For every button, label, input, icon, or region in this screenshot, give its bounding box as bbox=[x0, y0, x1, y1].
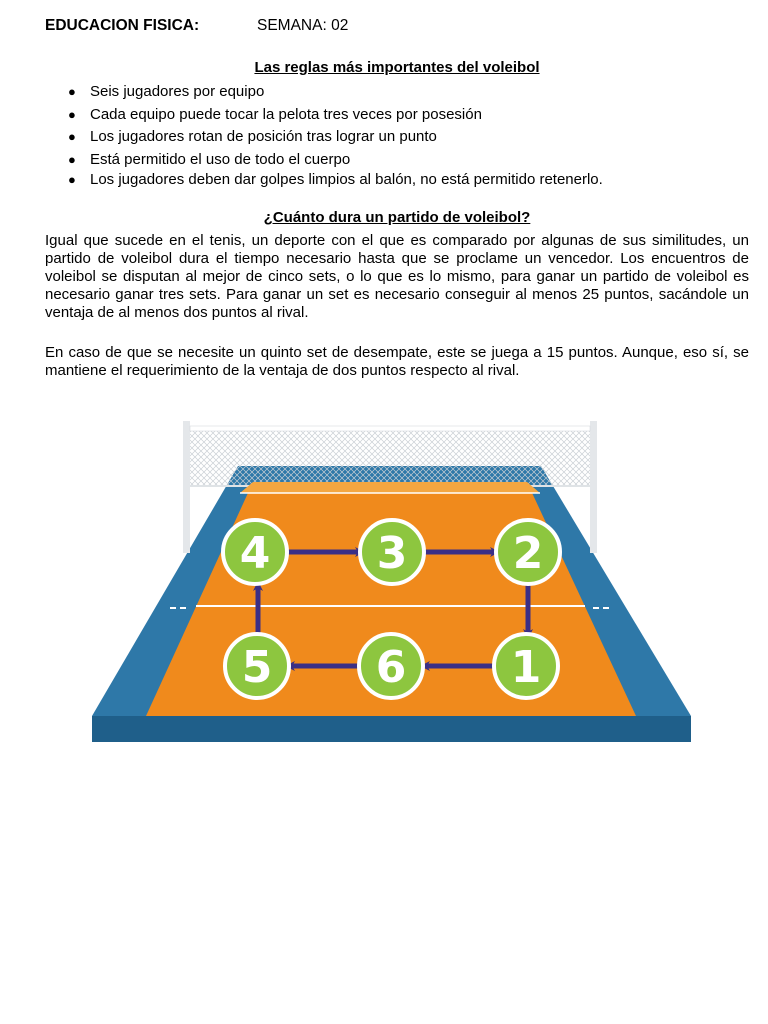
player-2 bbox=[496, 520, 560, 584]
bullet-icon: ● bbox=[68, 84, 76, 99]
net-top-band bbox=[190, 426, 590, 431]
volleyball-rotation-diagram bbox=[90, 418, 692, 746]
bullet-icon: ● bbox=[68, 172, 76, 187]
player-4 bbox=[223, 520, 287, 584]
rule-text: Los jugadores rotan de posición tras lograr un punto bbox=[90, 128, 437, 145]
list-item bbox=[68, 81, 603, 104]
rules-list bbox=[68, 81, 603, 188]
player-1 bbox=[494, 634, 558, 698]
player-6 bbox=[359, 634, 423, 698]
position-label-5: 5 bbox=[241, 642, 273, 693]
rule-text: Los jugadores deben dar golpes limpios al balón, no está permitido retenerlo. bbox=[90, 171, 603, 188]
rules-title: Las reglas más importantes del voleibol bbox=[254, 59, 540, 76]
week-label: SEMANA: 02 bbox=[257, 17, 349, 34]
rule-text: Seis jugadores por equipo bbox=[90, 83, 265, 100]
position-label-1: 1 bbox=[510, 642, 542, 693]
document-header bbox=[45, 17, 748, 37]
court-far-zone bbox=[240, 482, 540, 493]
position-label-4: 4 bbox=[239, 528, 271, 579]
list-item bbox=[68, 126, 603, 149]
bullet-icon: ● bbox=[68, 129, 76, 144]
net-post-right bbox=[590, 421, 597, 553]
bullet-icon: ● bbox=[68, 106, 76, 122]
position-label-2: 2 bbox=[512, 528, 544, 579]
player-5 bbox=[225, 634, 289, 698]
tiebreak-paragraph: En caso de que se necesite un quinto set de desempate, este se juega a 15 puntos. Aunque, eso sí, se mantiene el requerimiento de la ventaja de dos puntos respecto al rival. bbox=[45, 344, 749, 379]
subject-label: EDUCACION FISICA: bbox=[45, 17, 200, 34]
bullet-icon: ● bbox=[68, 151, 76, 167]
court-svg bbox=[90, 418, 692, 746]
player-3 bbox=[360, 520, 424, 584]
net bbox=[190, 428, 590, 486]
list-item bbox=[68, 171, 603, 188]
net-post-left bbox=[183, 421, 190, 553]
court-border-edge bbox=[92, 716, 691, 742]
rule-text: Cada equipo puede tocar la pelota tres veces por posesión bbox=[90, 105, 482, 123]
position-label-6: 6 bbox=[375, 642, 407, 693]
list-item bbox=[68, 149, 603, 172]
duration-title: ¿Cuánto dura un partido de voleibol? bbox=[263, 209, 531, 226]
rule-text: Está permitido el uso de todo el cuerpo bbox=[90, 150, 351, 168]
list-item bbox=[68, 104, 603, 127]
duration-paragraph: Igual que sucede en el tenis, un deporte con el que es comparado por algunas de sus similitudes, un partido de voleibol dura el tiempo necesario hasta que se proclame un vencedor. Los encuentros de voleibol se disputan al mejor de cinco sets, o lo que es lo mismo, para ganar un partido de voleibol es necesario ganar tres sets. Para ganar un set es necesario conseguir al menos 25 puntos, sacándole un ventaja de al menos dos puntos al rival. bbox=[45, 232, 749, 321]
position-label-3: 3 bbox=[376, 528, 408, 579]
